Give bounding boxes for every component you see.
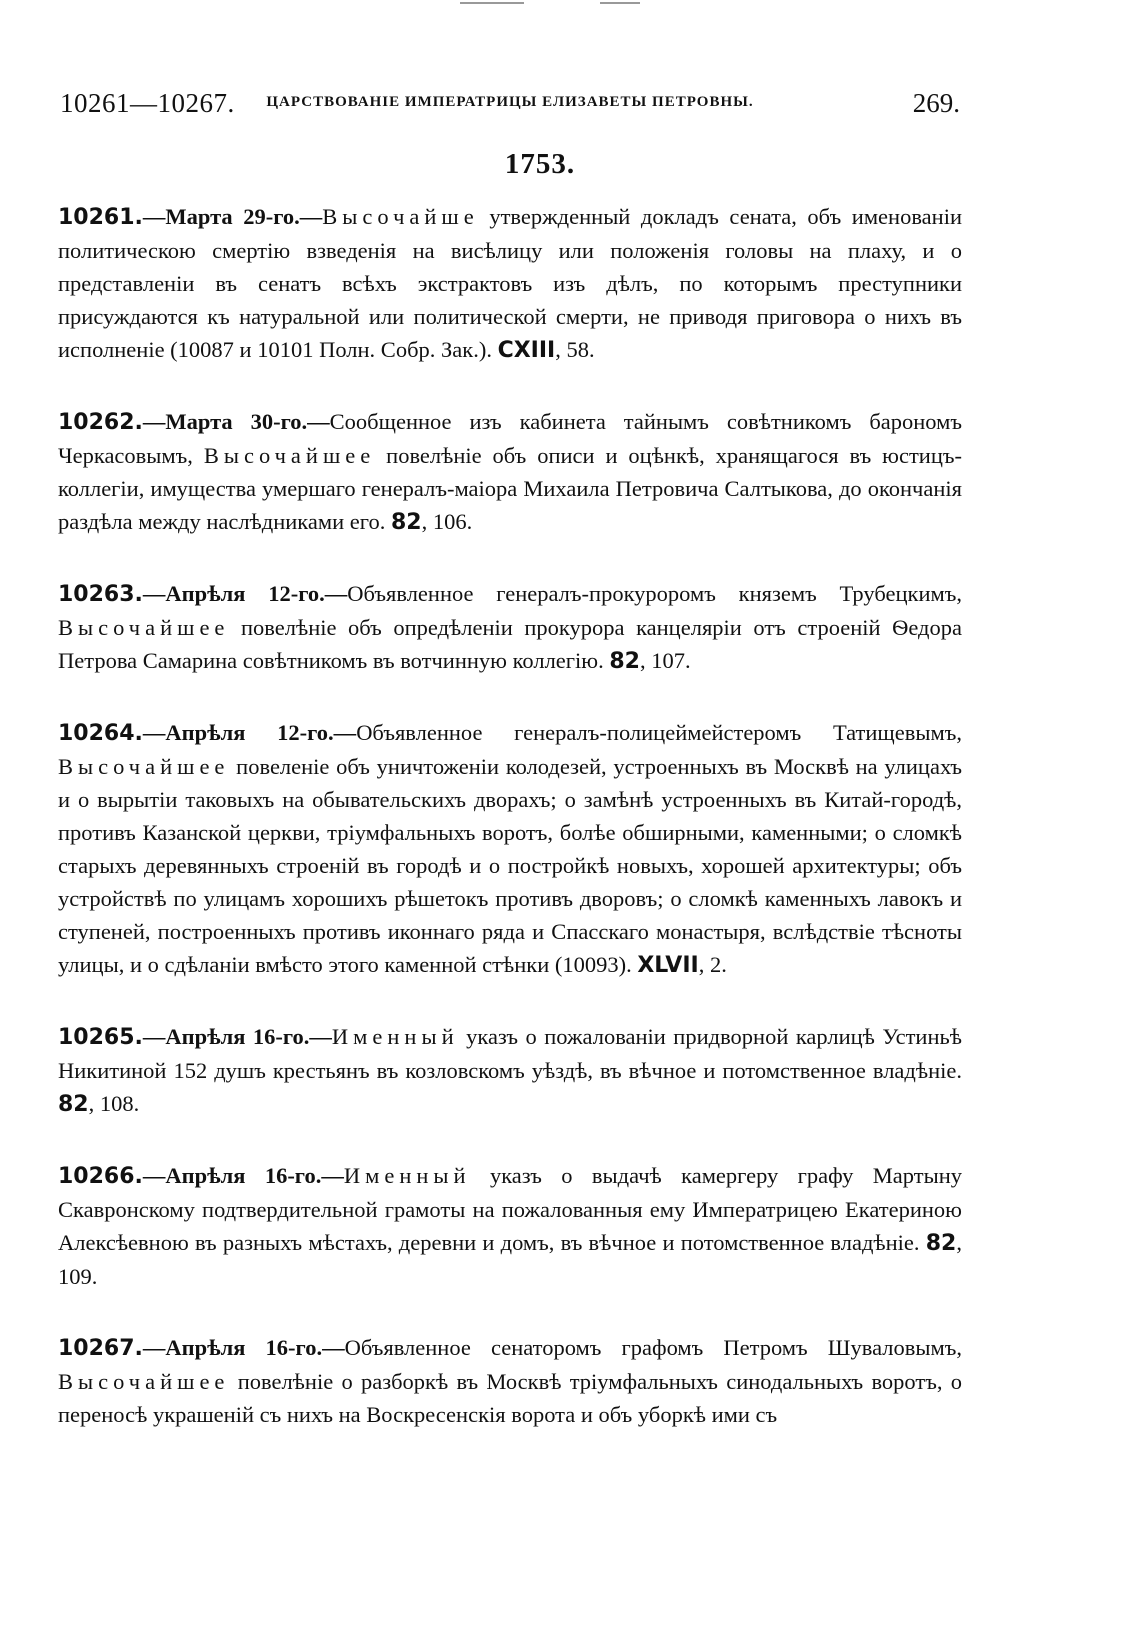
- entry-10264: [58, 716, 962, 982]
- volume-ref: 82: [609, 649, 640, 674]
- entry-10267: [58, 1331, 962, 1431]
- volume-ref: 82: [58, 1092, 89, 1117]
- entry-10262: [58, 405, 962, 539]
- entry-date: —Марта 29-го.—: [142, 204, 323, 229]
- entry-number: 10262.: [58, 410, 143, 435]
- entry-date: —Апрѣля 16-го.—: [142, 1163, 344, 1188]
- entry-text: указъ о выдачѣ камергеру графу Мартыну Скавронскому подтвердительной грамоты на пожалованныя ему Императрицею Екатериною Алексѣевною въ разныхъ мѣстахъ, деревни и домъ, въ вѣчное и потомственное владѣніе.: [58, 1163, 962, 1255]
- entry-number: 10264.: [58, 721, 143, 746]
- entry-10266: [58, 1159, 962, 1293]
- volume-ref: 82: [390, 510, 422, 535]
- volume-ref: 82: [925, 1231, 957, 1256]
- volume-ref: CXIII: [497, 338, 556, 363]
- page-number: 269.: [912, 88, 960, 118]
- entry-10265: [58, 1020, 962, 1121]
- scan-artifact: [600, 2, 640, 4]
- entry-text: утвержденный докладъ сената, объ именованіи политическою смертію взведенія на висѣлицу или положенія головы на плаху, и о представленіи въ сенатъ всѣхъ экстрактовъ изъ дѣлъ, по которымъ преступники присуждаются къ натуральной или политической смерти, не приводя приговора о нихъ въ исполненіе (10087 и 10101 Полн. Собр. Зак.).: [58, 204, 962, 362]
- entry-text: повеленіе объ уничтоженіи колодезей, устроенныхъ въ Москвѣ на улицахъ и о вырытіи таковыхъ на обывательскихъ дворахъ; о замѣнѣ устроенныхъ въ Китай-городѣ, противъ Казанской церкви, тріумфальныхъ воротъ, болѣе обширными, каменными; о сломкѣ старыхъ деревянныхъ строеній въ городѣ и о постройкѣ новыхъ, хорошей архитектуры; объ устройствѣ по улицамъ хорошихъ рѣшетокъ противъ дворовъ; о сломкѣ каменныхъ лавокъ и ступеней, построенныхъ противъ иконнаго ряда и Спасскаго монастыря, вслѣдствіе тѣсноты улицы, и о сдѣланіи вмѣсто этого каменной стѣнки (10093).: [58, 754, 962, 977]
- entry-range: 10261—10267.: [60, 88, 235, 118]
- entry-pretext: Объявленное генералъ-прокуроромъ княземъ Трубецкимъ,: [347, 581, 962, 606]
- volume-ref: XLVII: [637, 953, 699, 978]
- entry-date: —Марта 30-го.—: [142, 409, 330, 434]
- entry-number: 10266.: [58, 1164, 143, 1189]
- scan-artifact: [460, 2, 524, 4]
- entry-text: повелѣніе о разборкѣ въ Москвѣ тріумфальныхъ синодальныхъ воротъ, о переносѣ украшеній съ нихъ на Воскресенскія ворота и объ уборкѣ ими съ: [58, 1369, 962, 1427]
- entry-pretext: Сообщенное изъ кабинета тайнымъ совѣтникомъ барономъ Черкасовымъ,: [58, 409, 962, 468]
- entry-pretext: Объявленное генералъ-полицеймейстеромъ Татищевымъ,: [356, 720, 962, 745]
- spaced-word: Высочайше: [322, 204, 479, 229]
- spaced-word: Высочайшее: [58, 615, 230, 640]
- page-ref: , 106.: [421, 509, 473, 534]
- entry-text: повелѣніе объ опредѣленіи прокурора канцеляріи отъ строеній Ѳедора Петрова Самарина совѣтникомъ въ вотчинную коллегію.: [58, 615, 962, 673]
- spaced-word: Высочайшее: [203, 443, 376, 468]
- entry-number: 10261.: [58, 205, 143, 230]
- page-ref: , 107.: [639, 648, 691, 673]
- running-title: ЦАРСТВОВАНІЕ ИМПЕРАТРИЦЫ ЕЛИЗАВЕТЫ ПЕТРОВНЫ.: [266, 94, 754, 110]
- entry-pretext: Объявленное сенаторомъ графомъ Петромъ Шуваловымъ,: [344, 1335, 962, 1360]
- entry-date: —Апрѣля 16-го.—: [142, 1335, 345, 1360]
- spaced-word: Высочайшее: [58, 754, 230, 779]
- entries-list: [58, 200, 962, 1431]
- page-ref: , 108.: [88, 1091, 140, 1116]
- page-ref: , 58.: [555, 337, 595, 362]
- entry-date: —Апрѣля 12-го.—: [142, 720, 357, 745]
- page-ref: , 2.: [698, 952, 727, 977]
- spaced-word: Высочайшее: [58, 1369, 230, 1394]
- entry-number: 10263.: [58, 582, 143, 607]
- entry-date: —Апрѣля 16-го.—: [142, 1024, 332, 1049]
- entry-10261: [58, 200, 962, 367]
- page-header: [60, 88, 960, 122]
- entry-text: указъ о пожалованіи придворной карлицѣ Устиньѣ Никитиной 152 душъ крестьянъ въ козловскомъ уѣздѣ, въ вѣчное и потомственное владѣніе.: [58, 1024, 962, 1083]
- entry-date: —Апрѣля 12-го.—: [142, 581, 348, 606]
- entry-number: 10265.: [58, 1025, 143, 1050]
- entry-text: повелѣніе объ описи и оцѣнкѣ, хранящагося въ юстицъ-коллегіи, имущества умершаго генералъ-маіора Михаила Петровича Салтыкова, до окончанія раздѣла между наслѣдниками его.: [58, 443, 962, 534]
- spaced-word: Именный: [343, 1163, 471, 1188]
- year-heading: 1753.: [504, 148, 576, 180]
- entry-10263: [58, 577, 962, 678]
- entry-number: 10267.: [58, 1336, 143, 1361]
- page-ref: , 109.: [58, 1230, 962, 1289]
- spaced-word: Именный: [331, 1024, 459, 1049]
